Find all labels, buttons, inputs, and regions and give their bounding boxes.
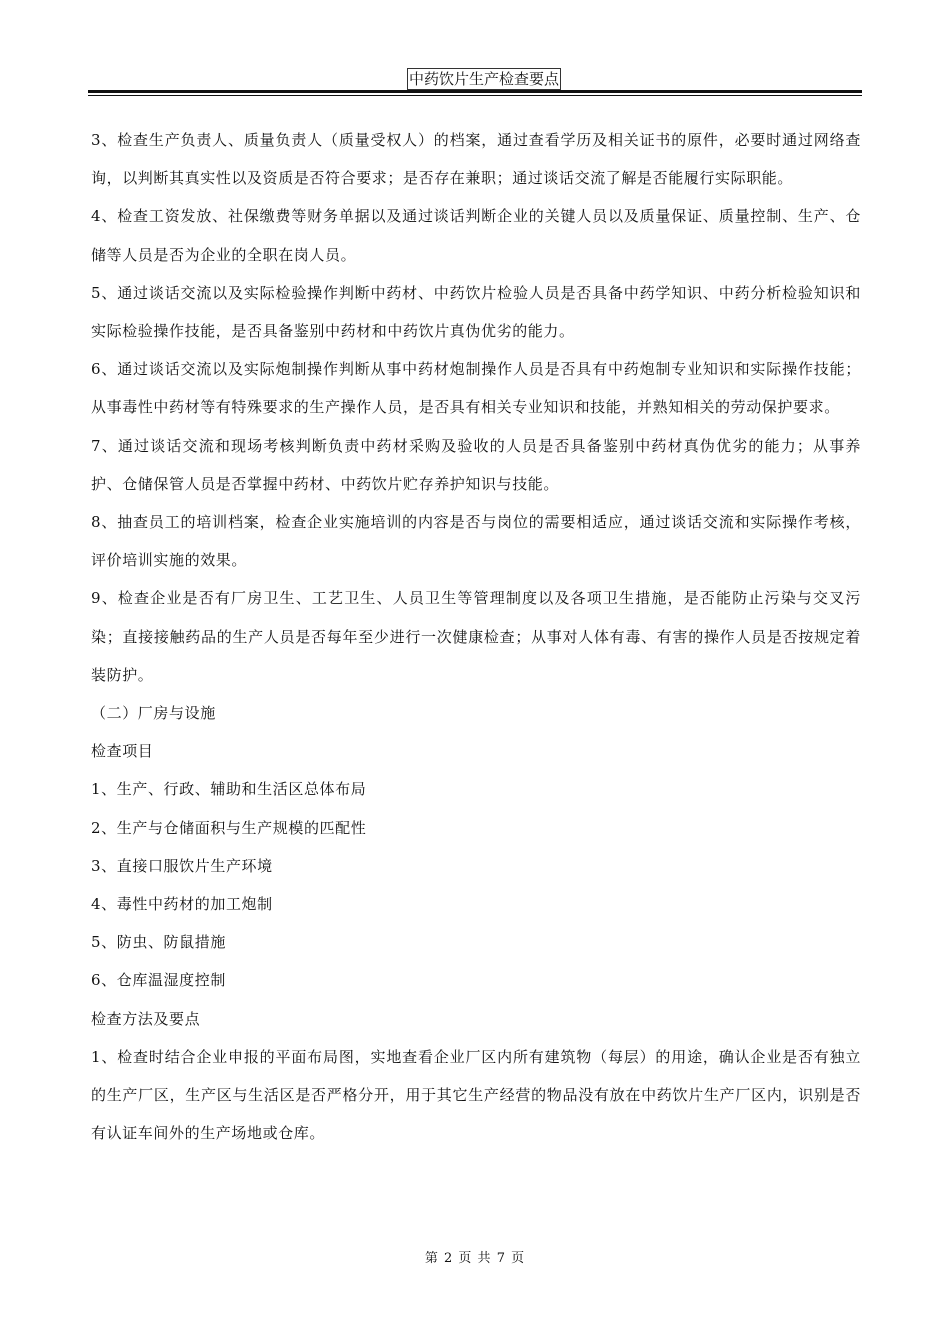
page-header	[88, 66, 862, 98]
paragraph-item-8: 8、抽查员工的培训档案，检查企业实施培训的内容是否与岗位的需要相适应，通过谈话交流和实际操作考核，评价培训实施的效果。	[91, 513, 861, 570]
page-footer: 第 2 页 共 7 页	[424, 1251, 526, 1266]
document-body	[91, 121, 861, 1152]
header-rule-thin	[88, 95, 862, 96]
check-item-4: 4、毒性中药材的加工炮制	[91, 895, 273, 914]
check-item-6: 6、仓库温湿度控制	[91, 971, 226, 990]
header-rule-thick	[88, 90, 862, 93]
check-item-1: 1、生产、行政、辅助和生活区总体布局	[91, 780, 367, 799]
check-item-3: 3、直接口服饮片生产环境	[91, 856, 273, 875]
method-item-1: 1、检查时结合企业申报的平面布局图，实地查看企业厂区内所有建筑物（每层）的用途，确认企业是否有独立的生产厂区，生产区与生活区是否严格分开，用于其它生产经营的物品没有放在中药饮片生产厂区内，识别是否有认证车间外的生产场地或仓库。	[91, 1047, 861, 1143]
paragraph-item-4: 4、检查工资发放、社保缴费等财务单据以及通过谈话判断企业的关键人员以及质量保证、质量控制、生产、仓储等人员是否为企业的全职在岗人员。	[91, 207, 861, 264]
section-heading: （二）厂房与设施	[91, 704, 216, 723]
paragraph-item-5: 5、通过谈话交流以及实际检验操作判断中药材、中药饮片检验人员是否具备中药学知识、中药分析检验知识和实际检验操作技能，是否具备鉴别中药材和中药饮片真伪优劣的能力。	[91, 283, 861, 341]
header-title: 中药饮片生产检查要点	[409, 70, 560, 88]
paragraph-item-3: 3、检查生产负责人、质量负责人（质量受权人）的档案，通过查看学历及相关证书的原件，必要时通过网络查询，以判断其真实性以及资质是否符合要求；是否存在兼职；通过谈话交流了解是否能履行实际职能。	[91, 131, 861, 188]
check-item-5: 5、防虫、防鼠措施	[91, 933, 226, 952]
paragraph-item-9: 9、检查企业是否有厂房卫生、工艺卫生、人员卫生等管理制度以及各项卫生措施，是否能防止污染与交叉污染；直接接触药品的生产人员是否每年至少进行一次健康检查；从事对人体有毒、有害的操作人员是否按规定着装防护。	[91, 589, 861, 684]
subheading-check-methods: 检查方法及要点	[91, 1009, 201, 1028]
check-item-2: 2、生产与仓储面积与生产规模的匹配性	[91, 818, 367, 837]
subheading-check-items: 检查项目	[91, 742, 154, 761]
paragraph-item-6: 6、通过谈话交流以及实际炮制操作判断从事中药材炮制操作人员是否具有中药炮制专业知识和实际操作技能；从事毒性中药材等有特殊要求的生产操作人员，是否具有相关专业知识和技能，并熟知相关的劳动保护要求。	[91, 360, 861, 417]
paragraph-item-7: 7、通过谈话交流和现场考核判断负责中药材采购及验收的人员是否具备鉴别中药材真伪优劣的能力；从事养护、仓储保管人员是否掌握中药材、中药饮片贮存养护知识与技能。	[91, 436, 861, 493]
